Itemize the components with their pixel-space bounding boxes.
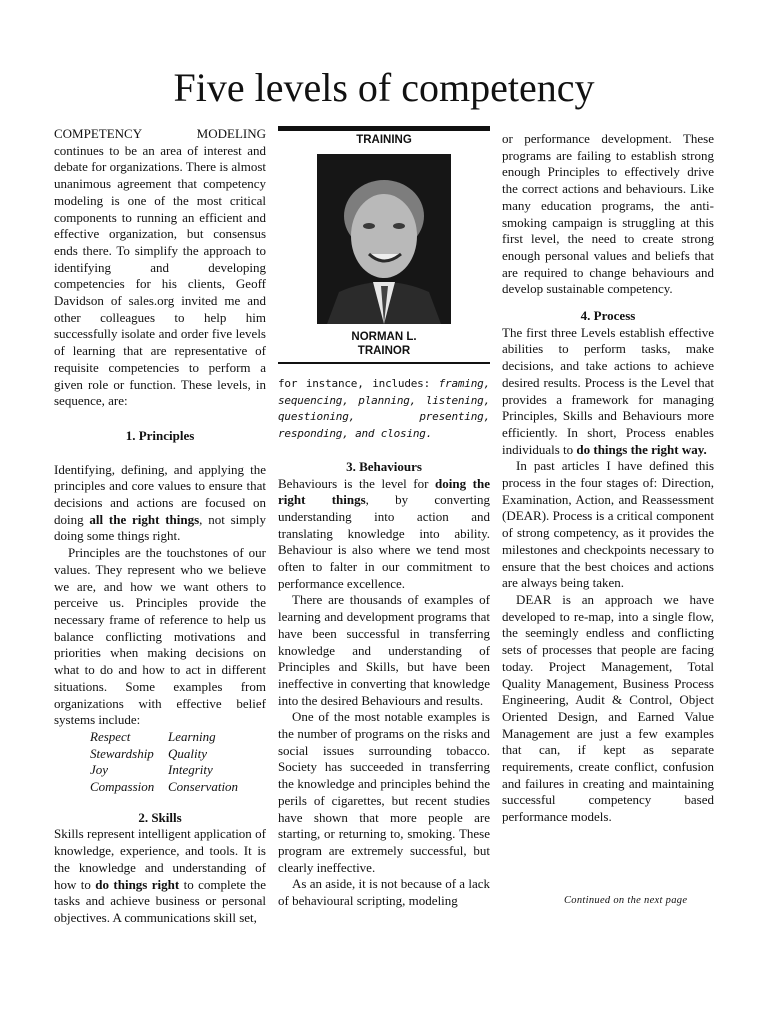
column-3 [502,131,714,826]
value-item: Stewardship [90,745,154,761]
value-item: Compassion [90,779,155,795]
skills-paragraph: Skills represent intelligent application of knowledge, experience, and tools. It is the knowledge and understanding of how to do things right to complete the tasks and achieve business or personal objectives. A communications skill set, [54,826,267,925]
tobacco-paragraph: One of the most notable examples is the number of programs on the risks and social issues surrounding tobacco. Society has succeeded in transferring the knowledge and principles behind the perils of cigarettes, but recent studies have shown that more people are starting, or returning to, smoking. These program are extremely successful, but clearly ineffective. [278,709,490,875]
heading-principles: 1. Principles [125,427,195,443]
column-2 [278,126,490,910]
dear-approach-paragraph: DEAR is an approach we have developed to re-map, into a single flow, the seemingly endless and conflicting sets of processes that people are facing today. Project Management, Total Quality Management, Business Process Engineering, Audit & Control, Object Oriented Design, and Earned Value Management are just a few examples that can, if kept as separate requirements, create conflict, confusion and failures in creating and maintaining successful competency based performance models. [502,591,714,825]
aside-paragraph: As an aside, it is not because of a lack of behavioural scripting, modeling [278,876,490,909]
sidebar-rule-top [278,126,490,131]
value-item: Conservation [168,779,239,795]
author-name-line1: NORMAN L. [351,331,417,343]
author-name-line2: TRAINOR [357,345,411,357]
principles-paragraph: Identifying, defining, and applying the principles and core values to ensure that decisions and actions are focused on doing all the right things, not simply doing some things right. [54,461,266,544]
skills-examples-paragraph: for instance, includes: framing, sequencing, planning, listening, questioning, presenting, responding, and closing. [278,377,490,441]
heading-behaviours: 3. Behaviours [346,458,422,474]
continued-next-page: Continued on the next page [564,895,688,906]
values-list [90,729,266,796]
value-item: Integrity [168,762,213,778]
examples-paragraph: There are thousands of examples of learning and development programs that have been successful in transferring knowledge and understanding of Principles and Skills, but have been ineffective in converting that knowledge into the desired Behaviours and results. [278,592,490,708]
author-sidebar [278,126,490,364]
value-item: Joy [90,762,109,778]
heading-skills: 2. Skills [138,809,182,825]
value-item: Respect [90,728,131,744]
process-paragraph: The first three Levels establish effective abilities to perform tasks, make decisions, and take actions to achieve desired results. Process is the Level that provides a framework for managing Principles, Skills and Behaviours more efficiently. In short, Process enables individuals to do things the right way. [502,324,714,457]
intro-paragraph: COMPETENCY MODELING continues to be an area of interest and debate for organizations. There is almost unanimous agreement that competency modeling is one of the most critical components to running an efficient and effective organization, but consensus ends there. To simplify the approach to identifying and developing competencies for his clients, Geoff Davidson of sales.org invited me and other colleagues to help him successfully isolate and order five levels of learning that are representative of requisite competencies to perform a given role or function. These levels, in sequence, are: [54,126,266,409]
column-1 [54,126,266,927]
author-photo [317,154,451,324]
article-title: Five levels of competency [173,65,595,110]
sidebar-section-label: TRAINING [356,134,412,146]
sidebar-rule-bottom [278,362,490,364]
dear-definition-paragraph: In past articles I have defined this process in the four stages of: Direction, Examination, Action, and Reassessment (DEAR). Process is a critical component of strong competency, as it provides the milestones and checkpoints necessary to ensure that the best choices and actions are always being taken. [502,458,714,591]
principles-touchstones-paragraph: Principles are the touchstones of our values. They represent who we believe we are, and how we want others to perceive us. Principles provide the necessary frame of reference to help us balance conflicting motivations and priorities when making decisions on what to do and how to act in different situations. Some examples from organizations with effective belief systems include: [54,545,266,728]
behaviours-paragraph: Behaviours is the level for doing the right things, by converting understanding into action and translating knowledge into ability. Behaviour is also where we tend most often to falter in our commitment to performance excellence. [278,475,490,591]
intro-lead: COMPETENCY MODELING [54,126,266,141]
continuation-paragraph: or performance development. These programs are failing to establish strong enough Principles to effectively drive the correct actions and behaviours. Like many education programs, the anti-smoking campaign is struggling at this first level, the need to create strong enough personal values and beliefs that are required to change behaviours and develop sustainable competency. [502,131,714,297]
heading-process: 4. Process [580,308,636,324]
value-item: Quality [168,745,207,761]
value-item: Learning [168,728,216,744]
